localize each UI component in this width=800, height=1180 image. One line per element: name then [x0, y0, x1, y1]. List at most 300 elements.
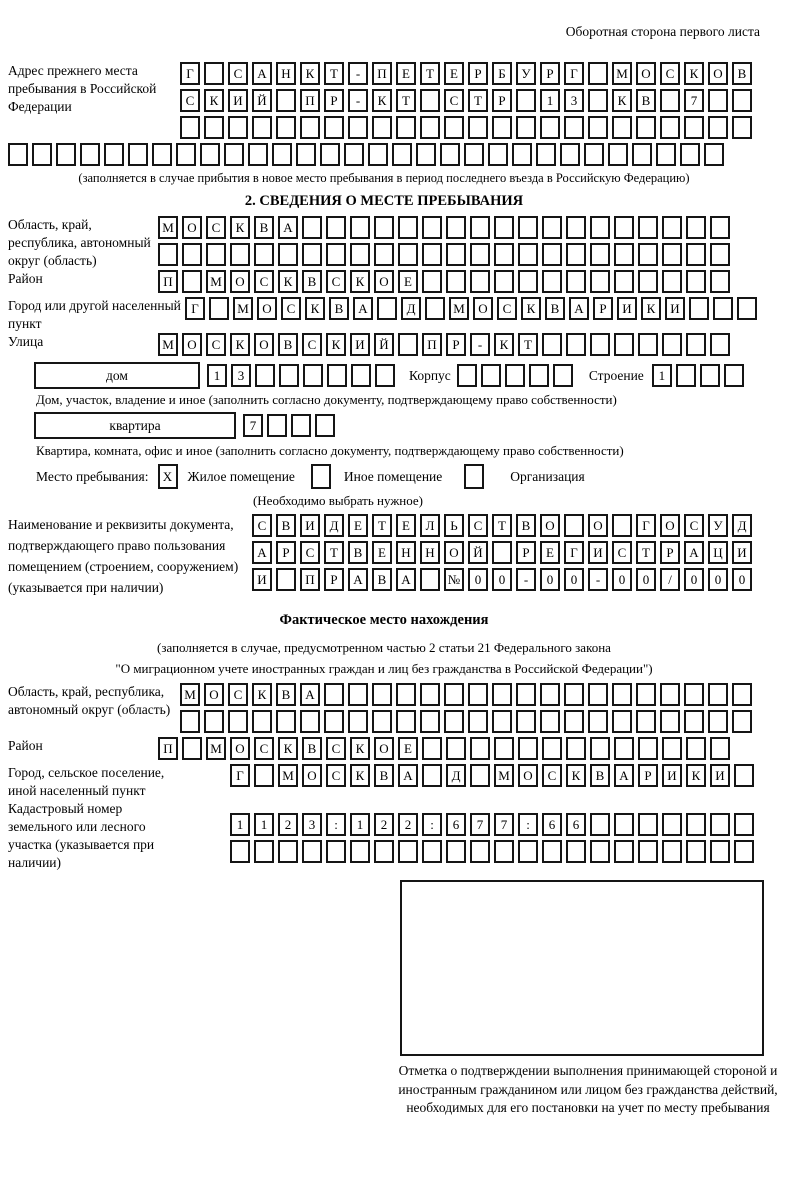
- char-box: [518, 243, 538, 266]
- city-row: [185, 297, 757, 320]
- char-box: С: [302, 333, 322, 356]
- char-box: [662, 243, 682, 266]
- doc-row-2: [252, 541, 752, 564]
- char-box: О: [473, 297, 493, 320]
- char-box: Т: [396, 89, 416, 112]
- char-box: [542, 840, 562, 863]
- char-box: [420, 710, 440, 733]
- char-box: [468, 116, 488, 139]
- char-box: [684, 116, 704, 139]
- char-box: С: [326, 764, 346, 787]
- actual-district-group: [8, 737, 760, 764]
- char-box: С: [228, 62, 248, 85]
- char-box: [710, 243, 730, 266]
- char-box: [422, 737, 442, 760]
- char-box: [248, 143, 268, 166]
- char-box: [710, 813, 730, 836]
- char-box: В: [374, 764, 394, 787]
- char-box: [686, 737, 706, 760]
- char-box: [662, 813, 682, 836]
- char-box: Т: [420, 62, 440, 85]
- char-box: В: [329, 297, 349, 320]
- char-box: О: [708, 62, 728, 85]
- char-box: В: [254, 216, 274, 239]
- char-box: [392, 143, 412, 166]
- char-box: Р: [324, 89, 344, 112]
- char-box: О: [636, 62, 656, 85]
- char-box: [708, 683, 728, 706]
- char-box: [494, 840, 514, 863]
- char-box: [350, 216, 370, 239]
- char-box: 0: [708, 568, 728, 591]
- char-box: Д: [324, 514, 344, 537]
- char-box: [614, 840, 634, 863]
- char-box: [182, 737, 202, 760]
- doc-row-3: [252, 568, 752, 591]
- char-box: И: [228, 89, 248, 112]
- char-box: [638, 813, 658, 836]
- confirmation-stamp-box: [400, 880, 764, 1056]
- char-box: М: [158, 333, 178, 356]
- char-box: [588, 62, 608, 85]
- char-box: А: [398, 764, 418, 787]
- char-box: 1: [540, 89, 560, 112]
- char-box: [446, 216, 466, 239]
- char-box: В: [348, 541, 368, 564]
- char-box: [505, 364, 525, 387]
- prev-address-row-3: [180, 116, 752, 139]
- char-box: [686, 333, 706, 356]
- prev-address-label: Адрес прежнего места пребывания в Российской Федерации: [8, 63, 157, 114]
- char-box: Т: [492, 514, 512, 537]
- actual-location-caption-1: (заполняется в случае, предусмотренном частью 2 статьи 21 Федерального закона: [157, 640, 611, 655]
- char-box: [80, 143, 100, 166]
- char-box: Т: [518, 333, 538, 356]
- char-box: Р: [540, 62, 560, 85]
- char-box: [492, 541, 512, 564]
- char-box: [457, 364, 477, 387]
- char-box: [680, 143, 700, 166]
- char-box: [529, 364, 549, 387]
- char-box: [732, 116, 752, 139]
- char-box: [470, 737, 490, 760]
- char-box: Г: [636, 514, 656, 537]
- house-group: [34, 362, 760, 389]
- char-box: С: [228, 683, 248, 706]
- char-box: Р: [492, 89, 512, 112]
- prev-address-rows: [180, 62, 752, 143]
- char-box: [470, 216, 490, 239]
- actual-region-row-2: [180, 710, 752, 733]
- char-box: У: [516, 62, 536, 85]
- char-box: Д: [401, 297, 421, 320]
- char-box: [632, 143, 652, 166]
- char-box: П: [300, 568, 320, 591]
- char-box: [422, 840, 442, 863]
- char-box: [636, 116, 656, 139]
- char-box: [512, 143, 532, 166]
- char-box: Е: [396, 62, 416, 85]
- char-box: С: [542, 764, 562, 787]
- char-box: -: [470, 333, 490, 356]
- char-box: [420, 683, 440, 706]
- char-box: Т: [636, 541, 656, 564]
- char-box: С: [684, 514, 704, 537]
- char-box: [518, 840, 538, 863]
- char-box: [204, 116, 224, 139]
- doc-rows: [252, 514, 752, 595]
- char-box: [708, 116, 728, 139]
- char-box: О: [182, 333, 202, 356]
- char-box: С: [612, 541, 632, 564]
- char-box: М: [206, 270, 226, 293]
- char-box: [612, 710, 632, 733]
- char-box: [662, 216, 682, 239]
- stay-type-option-residential: Жилое помещение: [187, 468, 295, 484]
- char-box: -: [348, 62, 368, 85]
- char-box: [588, 116, 608, 139]
- cadastral-rows: [230, 813, 754, 867]
- char-box: [710, 737, 730, 760]
- char-box: И: [300, 514, 320, 537]
- char-box: Д: [732, 514, 752, 537]
- char-box: С: [326, 737, 346, 760]
- char-box: В: [276, 514, 296, 537]
- char-box: [638, 270, 658, 293]
- char-box: [209, 297, 229, 320]
- street-group: [8, 333, 760, 360]
- char-box: Т: [468, 89, 488, 112]
- char-box: [468, 683, 488, 706]
- char-box: [542, 737, 562, 760]
- char-box: [564, 710, 584, 733]
- actual-district-label: Район: [8, 738, 43, 753]
- char-box: С: [180, 89, 200, 112]
- char-box: 7: [494, 813, 514, 836]
- char-box: 6: [446, 813, 466, 836]
- char-box: 0: [636, 568, 656, 591]
- char-box: А: [348, 568, 368, 591]
- char-box: [566, 840, 586, 863]
- char-box: [255, 364, 275, 387]
- char-box: [708, 89, 728, 112]
- char-box: К: [278, 270, 298, 293]
- char-box: О: [588, 514, 608, 537]
- char-box: И: [665, 297, 685, 320]
- char-box: К: [300, 62, 320, 85]
- char-box: [536, 143, 556, 166]
- char-box: [608, 143, 628, 166]
- char-box: [636, 710, 656, 733]
- char-box: 3: [231, 364, 251, 387]
- char-box: [254, 840, 274, 863]
- char-box: [566, 243, 586, 266]
- char-box: [252, 710, 272, 733]
- char-box: [422, 270, 442, 293]
- char-box: [276, 710, 296, 733]
- char-box: У: [708, 514, 728, 537]
- char-box: [230, 243, 250, 266]
- char-box: [614, 270, 634, 293]
- char-box: [588, 89, 608, 112]
- street-row: [158, 333, 730, 356]
- apartment-cells: [243, 414, 335, 437]
- stay-type-checkbox-other: [311, 464, 331, 489]
- char-box: [708, 710, 728, 733]
- house-number-cells: [207, 364, 395, 387]
- actual-city-group: [8, 764, 760, 800]
- char-box: [518, 216, 538, 239]
- char-box: Е: [372, 541, 392, 564]
- char-box: [590, 270, 610, 293]
- stay-type-hint: (Необходимо выбрать нужное): [252, 493, 424, 508]
- doc-group: [8, 514, 760, 598]
- char-box: [481, 364, 501, 387]
- char-box: [230, 840, 250, 863]
- char-box: [516, 683, 536, 706]
- char-box: [566, 737, 586, 760]
- stay-type-group: [36, 464, 760, 489]
- char-box: [302, 243, 322, 266]
- char-box: [468, 710, 488, 733]
- char-box: [176, 143, 196, 166]
- char-box: Р: [446, 333, 466, 356]
- char-box: П: [372, 62, 392, 85]
- char-box: [350, 840, 370, 863]
- char-box: С: [254, 270, 274, 293]
- char-box: [638, 840, 658, 863]
- house-caption: Дом, участок, владение и иное (заполнить согласно документу, подтверждающему право собственности): [36, 392, 617, 407]
- char-box: [422, 764, 442, 787]
- char-box: [710, 840, 730, 863]
- char-box: [636, 683, 656, 706]
- char-box: К: [326, 333, 346, 356]
- char-box: [372, 710, 392, 733]
- char-box: С: [206, 216, 226, 239]
- char-box: [374, 216, 394, 239]
- char-box: Р: [638, 764, 658, 787]
- char-box: [377, 297, 397, 320]
- char-box: [614, 333, 634, 356]
- char-box: Р: [660, 541, 680, 564]
- doc-label: Наименование и реквизиты документа, подтверждающего право пользования помещением (строением, сооружением) (указывается при наличии): [8, 517, 239, 595]
- char-box: О: [540, 514, 560, 537]
- char-box: И: [350, 333, 370, 356]
- char-box: Н: [276, 62, 296, 85]
- char-box: А: [569, 297, 589, 320]
- char-box: П: [158, 737, 178, 760]
- city-group: [8, 297, 760, 333]
- char-box: О: [444, 541, 464, 564]
- char-box: [492, 683, 512, 706]
- cadastral-row-2: [230, 840, 754, 863]
- char-box: [540, 116, 560, 139]
- char-box: [612, 514, 632, 537]
- char-box: Й: [468, 541, 488, 564]
- char-box: [267, 414, 287, 437]
- char-box: 2: [398, 813, 418, 836]
- char-box: О: [182, 216, 202, 239]
- char-box: -: [348, 89, 368, 112]
- actual-district-row: [158, 737, 730, 760]
- korpus-label: Корпус: [409, 367, 451, 383]
- char-box: :: [422, 813, 442, 836]
- char-box: [204, 710, 224, 733]
- char-box: [684, 683, 704, 706]
- char-box: [686, 813, 706, 836]
- char-box: [326, 840, 346, 863]
- actual-region-group: [8, 683, 760, 737]
- char-box: [128, 143, 148, 166]
- char-box: [276, 568, 296, 591]
- char-box: [564, 683, 584, 706]
- section2-title: 2. СВЕДЕНИЯ О МЕСТЕ ПРЕБЫВАНИЯ: [244, 193, 524, 209]
- char-box: [440, 143, 460, 166]
- char-box: [590, 737, 610, 760]
- char-box: Е: [396, 514, 416, 537]
- char-box: [372, 683, 392, 706]
- char-box: П: [300, 89, 320, 112]
- char-box: [662, 270, 682, 293]
- char-box: [656, 143, 676, 166]
- char-box: Р: [324, 568, 344, 591]
- district-row: [158, 270, 730, 293]
- char-box: [254, 764, 274, 787]
- char-box: О: [660, 514, 680, 537]
- char-box: [494, 270, 514, 293]
- char-box: [228, 116, 248, 139]
- char-box: 0: [564, 568, 584, 591]
- char-box: [590, 840, 610, 863]
- char-box: [518, 270, 538, 293]
- apartment-caption: Квартира, комната, офис и иное (заполнить согласно документу, подтверждающему право собственности): [36, 443, 624, 458]
- char-box: 2: [374, 813, 394, 836]
- stay-type-option-organization: Организация: [510, 468, 585, 484]
- char-box: [158, 243, 178, 266]
- char-box: [200, 143, 220, 166]
- char-box: С: [254, 737, 274, 760]
- char-box: [612, 116, 632, 139]
- char-box: [584, 143, 604, 166]
- char-box: [276, 89, 296, 112]
- char-box: [488, 143, 508, 166]
- char-box: Е: [398, 737, 418, 760]
- char-box: [676, 364, 696, 387]
- char-box: П: [158, 270, 178, 293]
- char-box: М: [494, 764, 514, 787]
- char-box: Й: [252, 89, 272, 112]
- char-box: К: [641, 297, 661, 320]
- cadastral-row-1: [230, 813, 754, 836]
- char-box: [737, 297, 757, 320]
- char-box: [686, 216, 706, 239]
- char-box: [638, 243, 658, 266]
- char-box: [566, 270, 586, 293]
- char-box: 7: [684, 89, 704, 112]
- char-box: [254, 243, 274, 266]
- char-box: [420, 568, 440, 591]
- char-box: М: [233, 297, 253, 320]
- char-box: 3: [302, 813, 322, 836]
- actual-city-label: Город, сельское поселение, иной населенный пункт: [8, 765, 165, 798]
- char-box: [300, 710, 320, 733]
- char-box: [724, 364, 744, 387]
- char-box: 3: [564, 89, 584, 112]
- char-box: [422, 243, 442, 266]
- char-box: [350, 243, 370, 266]
- char-box: [296, 143, 316, 166]
- char-box: Р: [276, 541, 296, 564]
- char-box: [324, 116, 344, 139]
- char-box: :: [326, 813, 346, 836]
- char-box: 6: [566, 813, 586, 836]
- char-box: №: [444, 568, 464, 591]
- char-box: [348, 116, 368, 139]
- char-box: [638, 737, 658, 760]
- char-box: [638, 216, 658, 239]
- char-box: [464, 143, 484, 166]
- char-box: [344, 143, 364, 166]
- char-box: О: [230, 737, 250, 760]
- stroenie-label: Строение: [588, 367, 644, 383]
- char-box: [182, 243, 202, 266]
- char-box: [542, 216, 562, 239]
- char-box: К: [350, 737, 370, 760]
- char-box: [704, 143, 724, 166]
- char-box: [444, 710, 464, 733]
- char-box: [732, 89, 752, 112]
- char-box: С: [300, 541, 320, 564]
- char-box: [542, 270, 562, 293]
- char-box: [375, 364, 395, 387]
- char-box: А: [300, 683, 320, 706]
- char-box: 0: [492, 568, 512, 591]
- char-box: [348, 710, 368, 733]
- confirmation-stamp-caption: Отметка о подтверждении выполнения принимающей стороной и иностранным гражданином или лицом без гражданства действий, необходимых для его постановки на учет по месту пребывания: [398, 1063, 778, 1115]
- char-box: Т: [324, 541, 344, 564]
- char-box: 6: [542, 813, 562, 836]
- char-box: А: [396, 568, 416, 591]
- char-box: [566, 333, 586, 356]
- char-box: И: [732, 541, 752, 564]
- char-box: 2: [278, 813, 298, 836]
- stroenie-cells: [652, 364, 744, 387]
- char-box: С: [444, 89, 464, 112]
- char-box: [564, 514, 584, 537]
- region-rows: [158, 216, 730, 270]
- char-box: К: [612, 89, 632, 112]
- char-box: [588, 683, 608, 706]
- char-box: И: [710, 764, 730, 787]
- prev-address-row-4: [8, 143, 760, 166]
- char-box: [614, 243, 634, 266]
- char-box: О: [204, 683, 224, 706]
- char-box: О: [374, 737, 394, 760]
- char-box: Б: [492, 62, 512, 85]
- char-box: [398, 216, 418, 239]
- char-box: [662, 333, 682, 356]
- char-box: С: [468, 514, 488, 537]
- char-box: О: [230, 270, 250, 293]
- char-box: В: [590, 764, 610, 787]
- char-box: В: [278, 333, 298, 356]
- char-box: [660, 116, 680, 139]
- char-box: И: [617, 297, 637, 320]
- region-group: [8, 216, 760, 270]
- char-box: [686, 243, 706, 266]
- char-box: О: [254, 333, 274, 356]
- char-box: [492, 710, 512, 733]
